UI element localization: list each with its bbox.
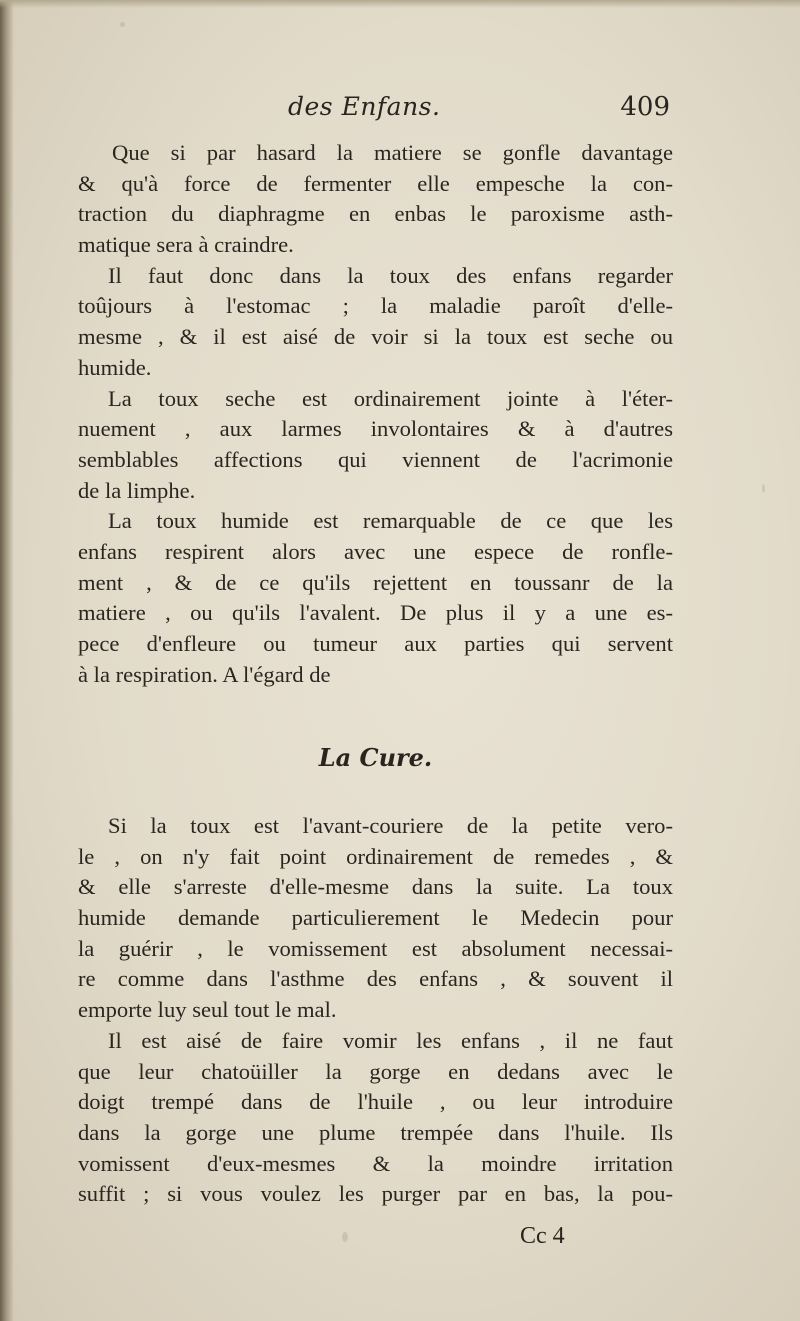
page-top-edge	[0, 0, 800, 8]
text-line: Il faut donc dans la toux des enfans regarder	[108, 262, 673, 288]
text-line: humide.	[78, 354, 152, 380]
binding-gutter	[0, 0, 14, 1321]
text-line: humide demande particulierement le Medecin pour	[78, 905, 673, 931]
text-line: semblables affections qui viennent de l'acrimonie	[78, 446, 673, 472]
page-header	[80, 92, 670, 132]
text-line: & qu'à force de fermenter elle empesche la con-	[78, 170, 673, 196]
text-line: la guérir , le vomissement est absolument necessai-	[78, 935, 673, 961]
paper-spot	[342, 1232, 348, 1242]
text-line: Que si par hasard la matiere se gonfle davantage	[112, 140, 673, 165]
text-line: La toux seche est ordinairement jointe à l'éter-	[108, 385, 673, 411]
text-line: toûjours à l'estomac ; la maladie paroît d'elle-	[78, 293, 673, 319]
body-text-after-section	[78, 811, 673, 1210]
text-line: Si la toux est l'avant-couriere de la petite vero-	[108, 813, 673, 838]
text-line: enfans respirent alors avec une espece de ronfle-	[78, 538, 673, 564]
text-line: que leur chatoüiller la gorge en dedans avec le	[78, 1058, 673, 1084]
text-line: suffit ; si vous voulez les purger par en bas, la pou-	[78, 1181, 673, 1207]
running-head: des Enfans.	[288, 92, 441, 121]
text-line: La toux humide est remarquable de ce que les	[108, 508, 673, 534]
body-text-before-section	[78, 138, 673, 690]
signature-catchword: Cc 4	[520, 1223, 565, 1249]
text-line: Il est aisé de faire vomir les enfans , il ne faut	[108, 1027, 673, 1053]
text-line: matique sera à craindre.	[78, 232, 294, 258]
text-line: vomissent d'eux-mesmes & la moindre irritation	[78, 1150, 673, 1176]
text-line: & elle s'arreste d'elle-mesme dans la suite. La toux	[78, 874, 673, 900]
text-line: dans la gorge une plume trempée dans l'huile. Ils	[78, 1119, 673, 1145]
text-line: doigt trempé dans de l'huile , ou leur introduire	[78, 1089, 673, 1115]
text-line: nuement , aux larmes involontaires & à d'autres	[78, 416, 673, 442]
text-line: matiere , ou qu'ils l'avalent. De plus il y a une es-	[78, 600, 673, 626]
text-line: traction du diaphragme en enbas le paroxisme asth-	[78, 201, 673, 227]
text-line: pece d'enfleure ou tumeur aux parties qui servent	[78, 631, 673, 656]
text-line: de la limphe.	[78, 477, 196, 503]
page-number: 409	[620, 92, 670, 122]
paper-spot	[762, 484, 765, 493]
text-line: mesme , & il est aisé de voir si la toux est seche ou	[78, 324, 673, 350]
text-line: emporte luy seul tout le mal.	[78, 997, 337, 1023]
text-line: le , on n'y fait point ordinairement de remedes , &	[78, 843, 673, 869]
text-line: à la respiration. A l'égard de	[78, 661, 331, 687]
text-line: ment , & de ce qu'ils rejettent en toussanr de la	[78, 569, 673, 595]
text-line: re comme dans l'asthme des enfans , & souvent il	[78, 966, 673, 992]
paper-spot	[120, 22, 125, 27]
section-title: La Cure.	[318, 743, 433, 772]
